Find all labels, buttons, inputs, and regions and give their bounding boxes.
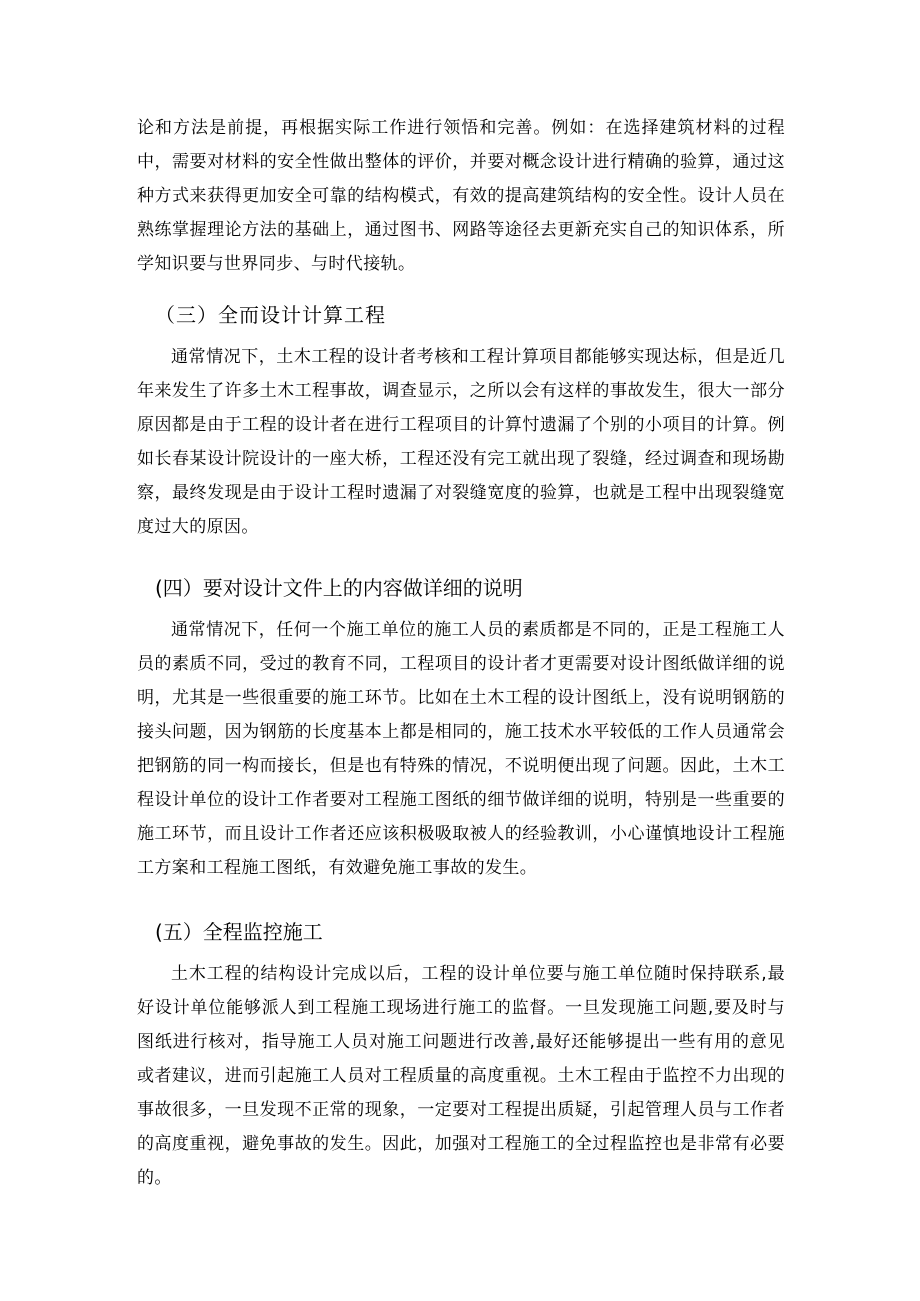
section-heading-4: (四）要对设计文件上的内容做详细的说明 <box>155 576 523 600</box>
section-heading-3: （三）全而设计计算工程 <box>155 303 386 327</box>
section-heading-5: (五）全程监控施工 <box>155 920 323 944</box>
body-paragraph: 通常情况下，任何一个施工单位的施工人员的素质都是不同的，正是工程施工人员的素质不同，受过的教育不同，工程项目的设计者才更需要对设计图纸做详细的说明，尤其是一些很重要的施工环节。比如在土木工程的设计图纸上，没有说明钢筋的接头问题，因为钢筋的长度基本上都是相同的，施工技术水平较低的工作人员通常会把钢筋的同一构而接长，但是也有特殊的情况，不说明便出现了问题。因此，土木工程设计单位的设计工作者要对工程施工图纸的细节做详细的说明，特别是一些重要的施工环节，而且设计工作者还应该积极吸取被人的经验教训，小心谨慎地设计工程施工方案和工程施工图纸，有效避免施工事故的发生。 <box>137 620 785 878</box>
body-paragraph: 论和方法是前提，再根据实际工作进行领悟和完善。例如：在选择建筑材料的过程中，需要对材料的安全性做出整体的评价，并要对概念设计进行精确的验算，通过这种方式来获得更加安全可靠的结构模式，有效的提高建筑结构的安全性。设计人员在熟练掌握理论方法的基础上，通过图书、网路等途径去更新充实自己的知识体系，所学知识要与世界同步、与时代接轨。 <box>137 118 785 274</box>
body-paragraph: 通常情况下，土木工程的设计者考核和工程计算项目都能够实现达标，但是近几年来发生了许多土木工程事故，调查显示，之所以会有这样的事故发生，很大一部分原因都是由于工程的设计者在进行工程项目的计算忖遗漏了个别的小项目的计算。例如长春某设计院设计的一座大桥，工程还没有完工就出现了裂缝，经过调查和现场勘察，最终发现是由于设计工程时遗漏了对裂缝宽度的验算，也就是工程中出现裂缝宽度过大的原因。 <box>137 347 785 537</box>
body-paragraph: 土木工程的结构设计完成以后，工程的设计单位要与施工单位随时保持联系,最好设计单位能够派人到工程施工现场进行施工的监督。一旦发现施工问题,要及时与图纸进行核对，指导施工人员对施工问题进行改善,最好还能够提出一些有用的意见或者建议，进而引起施工人员对工程质量的高度重视。土木工程由于监控不力出现的事故很多，一旦发现不正常的现象，一定要对工程提出质疑，引起管理人员与工作者的高度重视，避免事故的发生。因此，加强对工程施工的全过程监控也是非常有必要的。 <box>137 964 785 1188</box>
